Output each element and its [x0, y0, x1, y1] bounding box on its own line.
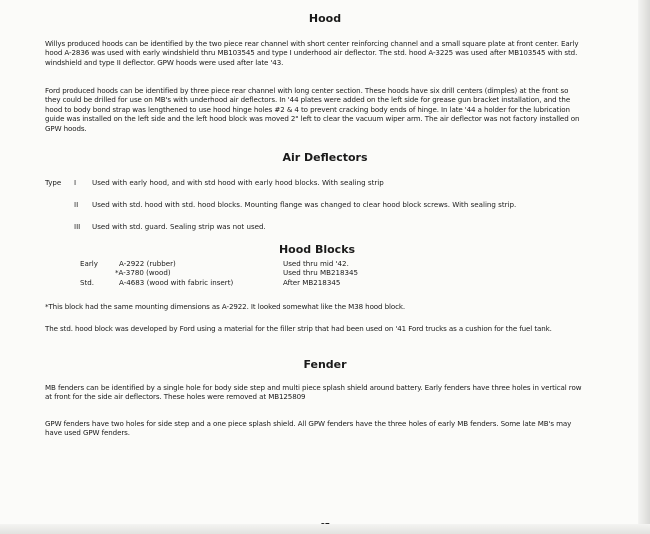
air-deflectors-heading: Air Deflectors: [282, 151, 368, 164]
hood-blocks-heading: Hood Blocks: [278, 243, 356, 256]
hood-block-row-1-part: A-2922 (rubber): [119, 259, 176, 268]
hood-block-row-3-part: A-4683 (wood with fabric insert): [119, 278, 234, 287]
type-label: Type: [45, 178, 62, 187]
deflector-type-1-number: I: [74, 178, 77, 187]
hood-paragraph-ford: Ford produced hoods can be identified by three piece rear channel with long center section. These hoods have six drill centers (dimples) at the front so they could be drilled for use on MB's with underhood air deflectors. In '44 plates were added on the left side for grease gun bracket installation, and the hood to body bond strap was lengthened to use hood hinge holes #2 & 4 to prevent cracking body ends of hinge. In late '44 a holder for the lubrication guide was installed on the left side and the left hood block was moved 2" left to clear the vacuum wiper arm. The air deflector was not factory installed on GPW hoods.: [45, 86, 580, 133]
hood-block-paragraph: The std. hood block was developed by Ford using a material for the filler strip that had been used on '41 Ford trucks as a cushion for the fuel tank.: [45, 324, 552, 333]
fender-heading: Fender: [303, 358, 347, 371]
hood-block-footnote: *This block had the same mounting dimensions as A-2922. It looked somewhat like the M38 hood block.: [45, 302, 406, 311]
hood-block-row-3-usage: After MB218345: [283, 278, 341, 287]
hood-paragraph-willys: Willys produced hoods can be identified by the two piece rear channel with short center reinforcing channel and a small square plate at front center. Early hood A-2836 was used with early windshield thru MB103545 and type I underhood air deflector. The std. hood A-3225 was used after MB103545 with std. windshield and type II deflector. GPW hoods were used after late '43.: [45, 39, 579, 67]
deflector-type-1-text: Used with early hood, and with std hood with early hood blocks. With sealing strip: [92, 178, 384, 187]
scan-edge-shadow: [638, 0, 650, 534]
deflector-type-3-number: III: [74, 222, 81, 231]
hood-block-row-2-part: *A-3780 (wood): [115, 268, 171, 277]
hood-block-row-1-usage: Used thru mid '42.: [283, 259, 349, 268]
hood-block-row-1-label: Early: [80, 259, 98, 268]
hood-block-row-3-label: Std.: [80, 278, 95, 287]
deflector-type-2-text: Used with std. hood with std. hood blocks. Mounting flange was changed to clear hood block screws. With sealing strip.: [92, 200, 517, 209]
deflector-type-3-text: Used with std. guard. Sealing strip was not used.: [92, 222, 266, 231]
scan-edge-bottom: [0, 524, 650, 534]
hood-block-row-2-usage: Used thru MB218345: [283, 268, 359, 277]
deflector-type-2-number: II: [74, 200, 79, 209]
fender-paragraph-mb: MB fenders can be identified by a single hole for body side step and multi piece splash shield around battery. Early fenders have three holes in vertical row at front for the side air deflectors. These holes were removed at MB125809: [45, 383, 582, 402]
fender-paragraph-gpw: GPW fenders have two holes for side step and a one piece splash shield. All GPW fenders have the three holes of early MB fenders. Some late MB's may have used GPW fenders.: [45, 419, 572, 438]
hood-heading: Hood: [308, 12, 342, 25]
